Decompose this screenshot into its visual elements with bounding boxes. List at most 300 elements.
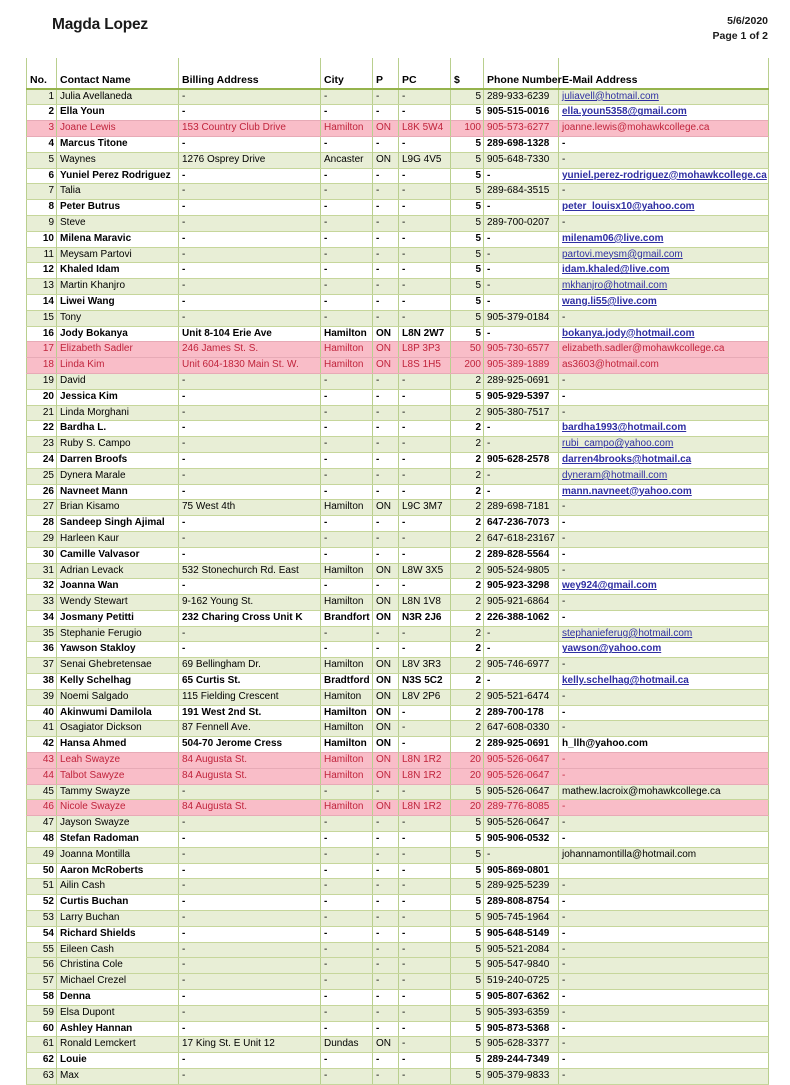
email-link[interactable]: mkhanjro@hotmail.com [562, 280, 668, 292]
cell-postal-code: - [399, 484, 451, 500]
cell-postal-code: L9G 4V5 [399, 152, 451, 168]
cell-billing-address: - [179, 247, 321, 263]
cell-phone-number: 905-526-0647 [484, 768, 559, 784]
email-link[interactable]: darren4brooks@hotmail.ca [562, 453, 692, 465]
cell-phone-number: 905-573-6277 [484, 121, 559, 137]
cell-no: 16 [27, 326, 57, 342]
cell-city: - [321, 105, 373, 121]
email-link[interactable]: yuniel.perez-rodriguez@mohawkcollege.ca [562, 169, 767, 181]
cell-phone-number: 289-925-0691 [484, 737, 559, 753]
cell-amount: 5 [451, 136, 484, 152]
cell-contact-name: Ashley Hannan [57, 1021, 179, 1037]
table-row[interactable] [27, 516, 769, 532]
cell-province: - [373, 832, 399, 848]
email-link[interactable]: idam.khaled@live.com [562, 264, 670, 276]
cell-no: 15 [27, 310, 57, 326]
table-row[interactable] [27, 626, 769, 642]
cell-contact-name: Tammy Swayze [57, 784, 179, 800]
cell-billing-address: - [179, 279, 321, 295]
cell-no: 49 [27, 847, 57, 863]
table-row[interactable] [27, 705, 769, 721]
cell-amount: 50 [451, 342, 484, 358]
cell-contact-name: Stefan Radoman [57, 832, 179, 848]
cell-no: 23 [27, 437, 57, 453]
email-link[interactable]: yawson@yahoo.com [562, 643, 662, 655]
cell-billing-address: - [179, 184, 321, 200]
cell-no: 22 [27, 421, 57, 437]
cell-contact-name: Yuniel Perez Rodriguez [57, 168, 179, 184]
cell-phone-number: 289-933-6239 [484, 89, 559, 105]
cell-email-address: - [559, 563, 769, 579]
cell-email-address: - [559, 389, 769, 405]
cell-no: 63 [27, 1069, 57, 1085]
cell-city: - [321, 1005, 373, 1021]
cell-amount: 5 [451, 263, 484, 279]
cell-billing-address: - [179, 373, 321, 389]
cell-city: - [321, 626, 373, 642]
cell-email-address [559, 89, 769, 105]
cell-province: - [373, 531, 399, 547]
cell-phone-number: 905-923-3298 [484, 579, 559, 595]
cell-contact-name: Dynera Marale [57, 468, 179, 484]
cell-amount: 2 [451, 610, 484, 626]
column-header-name[interactable]: Contact Name [57, 73, 179, 89]
cell-email-address: - [559, 1053, 769, 1069]
cell-contact-name: Linda Kim [57, 358, 179, 374]
email-link[interactable]: juliavell@hotmail.com [562, 90, 659, 102]
table-row[interactable] [27, 768, 769, 784]
table-row[interactable] [27, 847, 769, 863]
cell-email-address: - [559, 516, 769, 532]
cell-contact-name: Hansa Ahmed [57, 737, 179, 753]
cell-phone-number: - [484, 847, 559, 863]
cell-city: - [321, 832, 373, 848]
cell-city: - [321, 294, 373, 310]
table-row[interactable] [27, 389, 769, 405]
cell-city: Hamilton [321, 768, 373, 784]
cell-email-address: - [559, 547, 769, 563]
cell-province: - [373, 579, 399, 595]
cell-phone-number: - [484, 674, 559, 690]
cell-city: - [321, 310, 373, 326]
cell-billing-address: - [179, 294, 321, 310]
spacer-cell [484, 58, 559, 73]
cell-billing-address: 115 Fielding Crescent [179, 689, 321, 705]
cell-contact-name: Meysam Partovi [57, 247, 179, 263]
cell-city: - [321, 231, 373, 247]
cell-city: Hamilton [321, 705, 373, 721]
cell-contact-name: Ella Youn [57, 105, 179, 121]
cell-postal-code: L9C 3M7 [399, 500, 451, 516]
table-row[interactable] [27, 168, 769, 184]
cell-city: Brandfort [321, 610, 373, 626]
cell-amount: 2 [451, 405, 484, 421]
cell-email-address: - [559, 136, 769, 152]
table-row[interactable] [27, 105, 769, 121]
cell-city: Hamilton [321, 121, 373, 137]
cell-email-address: - [559, 816, 769, 832]
cell-no: 59 [27, 1005, 57, 1021]
table-row[interactable] [27, 579, 769, 595]
table-row[interactable] [27, 1069, 769, 1085]
cell-no: 30 [27, 547, 57, 563]
cell-no: 35 [27, 626, 57, 642]
email-link[interactable]: partovi.meysm@gmail.com [562, 248, 683, 260]
cell-phone-number: 905-873-5368 [484, 1021, 559, 1037]
cell-province: - [373, 452, 399, 468]
cell-billing-address: - [179, 389, 321, 405]
cell-contact-name: Julia Avellaneda [57, 89, 179, 105]
cell-contact-name: Steve [57, 215, 179, 231]
cell-contact-name: Jessica Kim [57, 389, 179, 405]
table-row[interactable] [27, 1037, 769, 1053]
cell-postal-code: - [399, 990, 451, 1006]
table-row[interactable] [27, 926, 769, 942]
cell-email-address [559, 121, 769, 137]
cell-phone-number: 905-745-1964 [484, 911, 559, 927]
table-row[interactable] [27, 200, 769, 216]
cell-amount: 2 [451, 658, 484, 674]
cell-no: 60 [27, 1021, 57, 1037]
cell-province: ON [373, 1037, 399, 1053]
table-row[interactable] [27, 942, 769, 958]
cell-no: 2 [27, 105, 57, 121]
table-row[interactable] [27, 1053, 769, 1069]
cell-postal-code: - [399, 547, 451, 563]
table-row[interactable] [27, 279, 769, 295]
cell-phone-number: 905-380-7517 [484, 405, 559, 421]
cell-contact-name: Waynes [57, 152, 179, 168]
cell-billing-address: - [179, 942, 321, 958]
cell-city: - [321, 1021, 373, 1037]
email-link[interactable]: bardha1993@hotmail.com [562, 422, 687, 434]
cell-amount: 5 [451, 105, 484, 121]
cell-city: - [321, 958, 373, 974]
table-row[interactable] [27, 247, 769, 263]
cell-email-address: - [559, 911, 769, 927]
cell-no: 14 [27, 294, 57, 310]
cell-amount: 5 [451, 816, 484, 832]
email-link[interactable]: mann.navneet@yahoo.com [562, 485, 692, 497]
table-row[interactable] [27, 547, 769, 563]
cell-email-address: - [559, 595, 769, 611]
cell-contact-name: Jody Bokanya [57, 326, 179, 342]
cell-province: - [373, 200, 399, 216]
spacer-cell [399, 58, 451, 73]
table-row[interactable] [27, 721, 769, 737]
cell-email-address: - [559, 721, 769, 737]
table-row[interactable] [27, 895, 769, 911]
table-row[interactable] [27, 1005, 769, 1021]
cell-postal-code: - [399, 247, 451, 263]
cell-phone-number: 905-393-6359 [484, 1005, 559, 1021]
table-row[interactable] [27, 974, 769, 990]
cell-amount: 5 [451, 926, 484, 942]
email-link[interactable]: wang.li55@live.com [562, 295, 657, 307]
cell-email-address: - [559, 800, 769, 816]
cell-email-address [559, 579, 769, 595]
cell-province: - [373, 247, 399, 263]
table-row[interactable] [27, 358, 769, 374]
cell-email-address [559, 105, 769, 121]
cell-province: ON [373, 152, 399, 168]
cell-billing-address: 153 Country Club Drive [179, 121, 321, 137]
table-row[interactable] [27, 89, 769, 105]
table-row[interactable] [27, 231, 769, 247]
cell-no: 5 [27, 152, 57, 168]
cell-amount: 5 [451, 89, 484, 105]
cell-contact-name: Aaron McRoberts [57, 863, 179, 879]
cell-no: 48 [27, 832, 57, 848]
cell-postal-code: - [399, 974, 451, 990]
cell-amount: 2 [451, 468, 484, 484]
cell-contact-name: Richard Shields [57, 926, 179, 942]
cell-phone-number: 289-925-0691 [484, 373, 559, 389]
cell-billing-address: 246 James St. S. [179, 342, 321, 358]
cell-phone-number: - [484, 200, 559, 216]
cell-email-address: - [559, 405, 769, 421]
email-link[interactable]: milenam06@live.com [562, 232, 664, 244]
cell-contact-name: Elizabeth Sadler [57, 342, 179, 358]
table-row[interactable] [27, 863, 769, 879]
cell-no: 12 [27, 263, 57, 279]
cell-postal-code: - [399, 168, 451, 184]
cell-city: - [321, 389, 373, 405]
cell-no: 8 [27, 200, 57, 216]
cell-email-address [559, 200, 769, 216]
table-row[interactable] [27, 563, 769, 579]
cell-phone-number: 289-808-8754 [484, 895, 559, 911]
cell-amount: 5 [451, 247, 484, 263]
cell-billing-address: - [179, 579, 321, 595]
cell-province: ON [373, 595, 399, 611]
cell-billing-address: 69 Bellingham Dr. [179, 658, 321, 674]
table-row[interactable] [27, 658, 769, 674]
cell-amount: 5 [451, 279, 484, 295]
cell-billing-address: - [179, 531, 321, 547]
table-row[interactable] [27, 832, 769, 848]
cell-phone-number: 289-698-7181 [484, 500, 559, 516]
table-row[interactable] [27, 642, 769, 658]
cell-phone-number: 226-388-1062 [484, 610, 559, 626]
cell-province: - [373, 389, 399, 405]
cell-contact-name: Eileen Cash [57, 942, 179, 958]
table-row[interactable] [27, 294, 769, 310]
cell-billing-address: - [179, 990, 321, 1006]
table-row[interactable] [27, 911, 769, 927]
table-row[interactable] [27, 816, 769, 832]
cell-province: - [373, 911, 399, 927]
table-row[interactable] [27, 879, 769, 895]
table-row[interactable] [27, 437, 769, 453]
table-row[interactable] [27, 184, 769, 200]
cell-phone-number: 289-828-5564 [484, 547, 559, 563]
cell-province: - [373, 974, 399, 990]
cell-billing-address: 191 West 2nd St. [179, 705, 321, 721]
table-row[interactable] [27, 468, 769, 484]
cell-postal-code: - [399, 832, 451, 848]
cell-amount: 5 [451, 310, 484, 326]
cell-province: ON [373, 358, 399, 374]
cell-amount: 5 [451, 1021, 484, 1037]
cell-contact-name: Louie [57, 1053, 179, 1069]
cell-city: - [321, 136, 373, 152]
cell-postal-code: - [399, 626, 451, 642]
cell-province: ON [373, 800, 399, 816]
cell-amount: 5 [451, 863, 484, 879]
column-header-amount[interactable]: $ [451, 73, 484, 89]
cell-province: ON [373, 121, 399, 137]
cell-no: 58 [27, 990, 57, 1006]
column-header-postal-code[interactable]: PC [399, 73, 451, 89]
cell-city: Dundas [321, 1037, 373, 1053]
cell-province: ON [373, 674, 399, 690]
table-row[interactable] [27, 958, 769, 974]
cell-contact-name: Curtis Buchan [57, 895, 179, 911]
column-header-province[interactable]: P [373, 73, 399, 89]
cell-phone-number: - [484, 421, 559, 437]
cell-amount: 2 [451, 437, 484, 453]
cell-phone-number: 289-244-7349 [484, 1053, 559, 1069]
email-link[interactable]: rubi_campo@yahoo.com [562, 438, 674, 450]
table-row[interactable] [27, 674, 769, 690]
table-row[interactable] [27, 753, 769, 769]
cell-city: - [321, 642, 373, 658]
cell-province: - [373, 310, 399, 326]
cell-phone-number: - [484, 437, 559, 453]
table-row[interactable] [27, 405, 769, 421]
cell-no: 51 [27, 879, 57, 895]
cell-city: Hamilton [321, 342, 373, 358]
table-row[interactable] [27, 484, 769, 500]
email-link[interactable]: bokanya.jody@hotmail.com [562, 327, 695, 339]
table-row[interactable] [27, 373, 769, 389]
cell-amount: 20 [451, 800, 484, 816]
cell-amount: 5 [451, 200, 484, 216]
cell-postal-code: - [399, 405, 451, 421]
table-row[interactable] [27, 784, 769, 800]
cell-province: - [373, 215, 399, 231]
cell-postal-code: L8V 2P6 [399, 689, 451, 705]
cell-email-address: - [559, 958, 769, 974]
cell-phone-number: 905-648-5149 [484, 926, 559, 942]
cell-postal-code: L8N 1R2 [399, 753, 451, 769]
cell-phone-number: 905-807-6362 [484, 990, 559, 1006]
cell-phone-number: 905-379-9833 [484, 1069, 559, 1085]
cell-phone-number: - [484, 168, 559, 184]
cell-province: ON [373, 753, 399, 769]
table-row[interactable] [27, 800, 769, 816]
cell-email-address: - [559, 184, 769, 200]
email-link[interactable]: wey924@gmail.com [562, 580, 657, 592]
cell-contact-name: Darren Broofs [57, 452, 179, 468]
table-row[interactable] [27, 452, 769, 468]
table-row[interactable] [27, 342, 769, 358]
cell-amount: 5 [451, 958, 484, 974]
table-row[interactable] [27, 152, 769, 168]
email-link[interactable]: dyneram@hotmaill.com [562, 469, 668, 481]
table-row[interactable] [27, 990, 769, 1006]
cell-postal-code: - [399, 926, 451, 942]
cell-no: 62 [27, 1053, 57, 1069]
cell-no: 29 [27, 531, 57, 547]
cell-contact-name: Nicole Swayze [57, 800, 179, 816]
cell-amount: 5 [451, 231, 484, 247]
cell-postal-code: - [399, 942, 451, 958]
cell-city: - [321, 516, 373, 532]
cell-no: 45 [27, 784, 57, 800]
cell-contact-name: Camille Valvasor [57, 547, 179, 563]
cell-contact-name: Max [57, 1069, 179, 1085]
cell-phone-number: - [484, 294, 559, 310]
cell-postal-code: L8N 1R2 [399, 768, 451, 784]
email-link[interactable]: stephanieferug@hotmail.com [562, 627, 693, 639]
cell-city: - [321, 405, 373, 421]
cell-postal-code: - [399, 847, 451, 863]
cell-no: 13 [27, 279, 57, 295]
cell-phone-number: 905-379-0184 [484, 310, 559, 326]
table-row[interactable] [27, 421, 769, 437]
table-row[interactable] [27, 326, 769, 342]
email-link[interactable]: peter_louisx10@yahoo.com [562, 201, 695, 213]
cell-email-address: - [559, 705, 769, 721]
cell-no: 54 [27, 926, 57, 942]
column-header-phone[interactable]: Phone Number [484, 73, 559, 89]
table-row[interactable] [27, 595, 769, 611]
email-link[interactable]: kelly.schelhag@hotmail.ca [562, 675, 689, 687]
cell-city: - [321, 1053, 373, 1069]
cell-province: - [373, 468, 399, 484]
cell-email-address: - [559, 610, 769, 626]
cell-email-address: - [559, 1005, 769, 1021]
cell-province: - [373, 89, 399, 105]
table-row[interactable] [27, 500, 769, 516]
table-row[interactable] [27, 737, 769, 753]
column-header-no[interactable]: No. [27, 73, 57, 89]
cell-province: - [373, 626, 399, 642]
cell-contact-name: Elsa Dupont [57, 1005, 179, 1021]
column-header-city[interactable]: City [321, 73, 373, 89]
cell-amount: 5 [451, 326, 484, 342]
cell-postal-code: - [399, 200, 451, 216]
cell-province: - [373, 1053, 399, 1069]
column-header-address[interactable]: Billing Address [179, 73, 321, 89]
cell-no: 36 [27, 642, 57, 658]
table-row[interactable] [27, 121, 769, 137]
table-row[interactable] [27, 263, 769, 279]
table-row[interactable] [27, 610, 769, 626]
table-row[interactable] [27, 531, 769, 547]
cell-email-address: - [559, 879, 769, 895]
cell-billing-address: 75 West 4th [179, 500, 321, 516]
email-link[interactable]: ella.youn5358@gmail.com [562, 106, 687, 118]
cell-email-address [559, 279, 769, 295]
cell-amount: 5 [451, 184, 484, 200]
table-row[interactable] [27, 136, 769, 152]
cell-no: 34 [27, 610, 57, 626]
table-row[interactable] [27, 215, 769, 231]
column-header-email[interactable]: E-Mail Address [559, 73, 769, 89]
cell-phone-number: 905-921-6864 [484, 595, 559, 611]
cell-province: - [373, 136, 399, 152]
cell-billing-address: - [179, 895, 321, 911]
table-row[interactable] [27, 689, 769, 705]
cell-billing-address: 9-162 Young St. [179, 595, 321, 611]
table-row[interactable] [27, 310, 769, 326]
cell-email-address [559, 784, 769, 800]
cell-no: 6 [27, 168, 57, 184]
cell-billing-address: Unit 604-1830 Main St. W. [179, 358, 321, 374]
